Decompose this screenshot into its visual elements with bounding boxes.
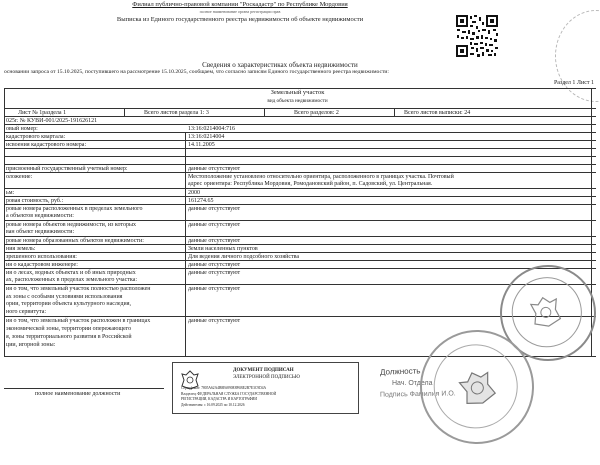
row-label: ории, территории объекта культурного наследия, <box>6 301 132 307</box>
sheets-in-section: Всего листов раздела 1: 3 <box>144 110 209 116</box>
row-value: Для ведения личного подсобного хозяйства <box>188 254 300 260</box>
request-intro: основании запроса от 15.10.2025, поступившего на рассмотрение 15.10.2025, сообщаем, что согласно записям Единого государственного реестра недвижимости: <box>4 69 389 75</box>
position-caption: полное наименование должности <box>35 391 121 397</box>
row-value: данные отсутствуют <box>188 222 241 228</box>
certificate-owner-line2: РЕГИСТРАЦИИ, КАДАСТРА И КАРТОГРАФИИ <box>181 397 257 401</box>
row-label: ван объект недвижимости: <box>6 229 75 235</box>
e-signature-title: ДОКУМЕНТ ПОДПИСАН <box>233 368 294 373</box>
section-reference: Раздел 1 Лист 1 <box>553 80 594 86</box>
row-value: данные отсутствуют <box>188 262 241 268</box>
certificate-validity: Действителен: с 16.09.2025 по 10.12.2026 <box>181 403 245 407</box>
row-label: исвоения кадастрового номера: <box>6 142 87 148</box>
row-value: данные отсутствуют <box>188 270 241 276</box>
header-extract-title: Выписка из Единого государственного реестра недвижимости об объекте недвижимости <box>116 16 364 23</box>
row-value: 13:16:0214004:716 <box>188 126 236 132</box>
signer-signature: Подпись Фамилия И.О. <box>379 390 456 399</box>
row-value: данные отсутствуют <box>188 166 241 172</box>
row-label: ия о том, что земельный участок расположен в границах <box>6 318 151 324</box>
row-label: ровые номера расположенных в пределах земельного <box>6 206 143 212</box>
row-label: овый номер: <box>6 126 38 132</box>
row-label: присвоенный государственный учетный номер: <box>6 166 128 172</box>
row-value: 2000 <box>188 190 200 196</box>
row-value: данные отсутствуют <box>188 238 241 244</box>
header-agency-caption: полное наименование органа регистрации прав <box>199 9 281 14</box>
row-label: ах, расположенных в пределах земельного участка: <box>6 277 138 283</box>
row-value: данные отсутствуют <box>188 286 241 292</box>
row-value: 14.11.2005 <box>188 142 215 148</box>
sheet-number: Лист № 1раздела 1 <box>18 110 67 116</box>
certificate-number: Сертификат: 7805A62A4B8E6890E8F6BE2B7E3C9D4A <box>181 386 267 390</box>
row-label: ровая стоимость, руб.: <box>6 198 64 204</box>
row-label: ия о том, что земельный участок полностью расположен <box>6 286 151 292</box>
row-label: оложение: <box>6 174 33 180</box>
section-title: Сведения о характеристиках объекта недвижимости <box>202 61 358 69</box>
row-value: Местоположение установлено относительно ориентира, расположенного в границах участка. Почтовый <box>188 174 454 180</box>
row-label: зрешенного использования: <box>6 254 77 260</box>
row-label: ровые номера объектов недвижимости, из которых <box>6 222 137 228</box>
row-label: я, зоны территориального развития в Российской <box>6 334 132 340</box>
row-label: ния земель: <box>6 246 36 252</box>
qr-code <box>455 14 499 58</box>
row-value: Земли населенных пунктов <box>188 246 258 252</box>
row-value: данные отсутствуют <box>188 318 241 324</box>
row-label: ного сервитута: <box>6 309 47 315</box>
e-signature-subtitle: ЭЛЕКТРОННОЙ ПОДПИСЬЮ <box>233 375 300 380</box>
certificate-owner: Владелец: ФЕДЕРАЛЬНАЯ СЛУЖБА ГОСУДАРСТВЕННОЙ <box>181 392 277 396</box>
row-label: ровые номера образованных объектов недвижимости: <box>6 238 144 244</box>
row-label: а объектов недвижимости: <box>6 213 74 219</box>
header-agency: Филиал публично-правовой компании "Роскадастр" по Республике Мордовия <box>132 1 348 8</box>
signer-position: Должность <box>379 366 421 377</box>
row-label: ия о лесах, водных объектах и об иных природных <box>6 270 136 276</box>
e-signature-block <box>172 362 359 414</box>
row-value: 161274.65 <box>188 198 214 204</box>
sheets-total: Всего листов выписки: 24 <box>404 110 471 116</box>
object-type-caption: вид объекта недвижимости <box>267 98 328 104</box>
row-label: ах зоны с особыми условиями использования <box>6 294 123 300</box>
row-label: ия о кадастровом инженере: <box>6 262 78 268</box>
sections-total: Всего разделов: 2 <box>294 110 339 116</box>
signer-department: Нач. Отдела <box>392 380 433 387</box>
row-label: ции, игорной зоны: <box>6 342 56 348</box>
row-label: ьм: <box>6 190 15 196</box>
row-value: адрес ориентира: Республика Мордовия, Ромодановский район, п. Садовский, ул. Центральная. <box>188 181 433 187</box>
stamp-emblem-icon <box>524 290 567 333</box>
row-label: кадастрового квартала: <box>6 134 66 140</box>
row-label: экономической зоны, территории опережающего <box>6 326 132 332</box>
row-value: данные отсутствуют <box>188 206 241 212</box>
object-type: Земельный участок <box>270 89 325 96</box>
extract-date-number: 025г. № КУВИ-001/2025-191626121 <box>6 118 98 124</box>
row-value: 13:16:0214004 <box>188 134 225 140</box>
